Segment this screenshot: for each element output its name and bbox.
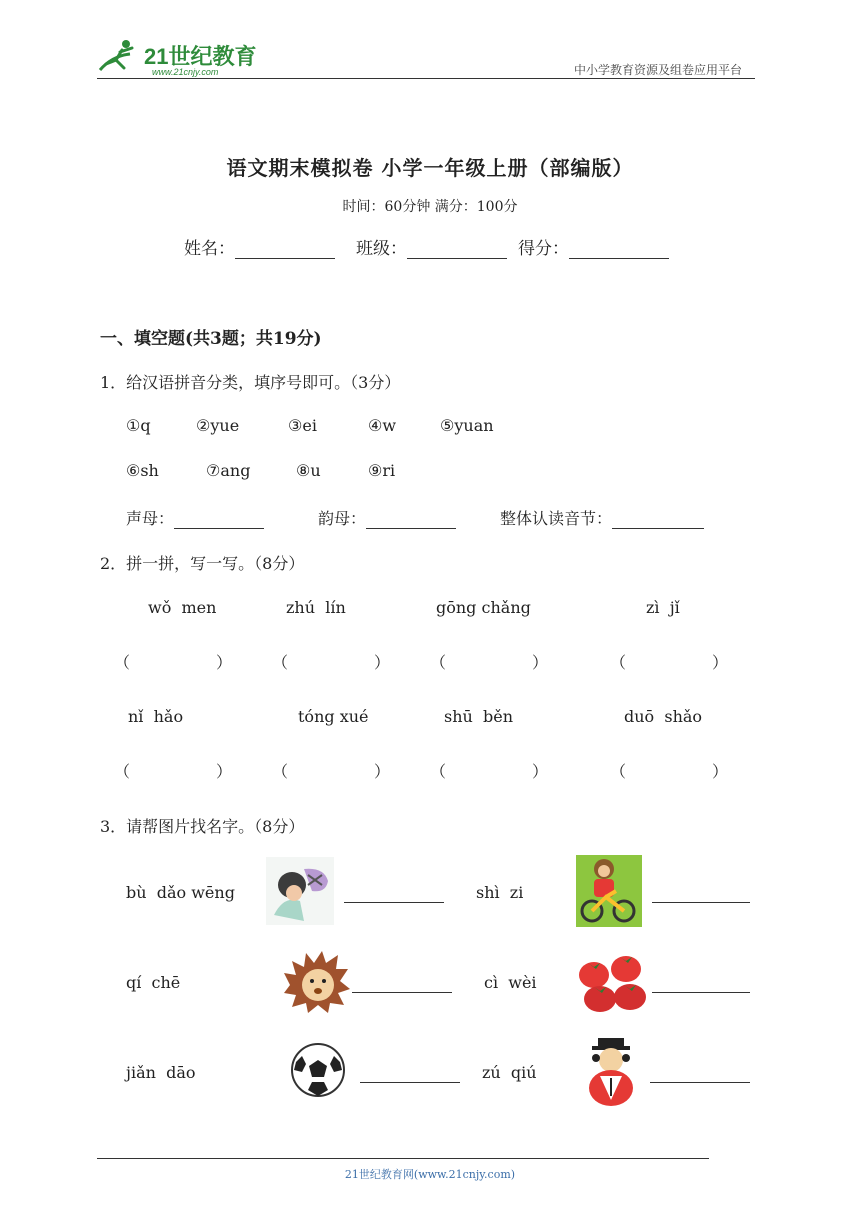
answer-blank: [352, 974, 452, 993]
scissors-haircut-picture: [264, 855, 336, 927]
pinyin-word: nǐ hǎo: [128, 707, 184, 726]
answer-blank: [612, 510, 704, 529]
pinyin-word: jiǎn dāo: [126, 1063, 196, 1082]
answer-parens: （ ）: [272, 762, 391, 781]
name-field: [184, 234, 335, 259]
page-title: 语文期末模拟卷 小学一年级上册（部编版）: [226, 156, 634, 180]
name-label: 姓名：: [184, 239, 235, 259]
score-label: 得分：: [518, 239, 569, 259]
logo-url: www.21cnjy.com: [152, 67, 219, 77]
initials-label: 声母：: [126, 509, 175, 528]
answer-blank: [652, 974, 750, 993]
pinyin-word: tóng xué: [298, 707, 369, 726]
pinyin-word: zì jǐ: [646, 598, 680, 617]
answer-blank: [652, 884, 750, 903]
pinyin-word: shì zi: [476, 883, 524, 902]
answer-parens: （ ）: [272, 653, 391, 672]
option-item: ②yue: [196, 416, 240, 435]
option-item: ⑤yuan: [440, 416, 494, 435]
footer-divider: [97, 1158, 709, 1159]
option-item: ④w: [368, 416, 397, 435]
question-1-title: 1．给汉语拼音分类，填序号即可。（3分）: [100, 373, 401, 392]
whole-syllable-label: 整体认读音节：: [500, 509, 613, 528]
soccer-ball-picture: [282, 1036, 354, 1108]
answer-parens: （ ）: [430, 762, 549, 781]
pinyin-word: zú qiú: [482, 1063, 537, 1082]
class-label: 班级：: [356, 239, 407, 259]
score-blank: [569, 240, 669, 259]
answer-parens: （ ）: [610, 653, 729, 672]
header-divider: [97, 78, 755, 79]
pinyin-word: gōng chǎng: [436, 598, 531, 617]
persimmons-picture: [574, 945, 646, 1017]
section-heading: 一、填空题(共3题；共19分): [100, 329, 322, 349]
score-field: [518, 234, 669, 259]
footer-link[interactable]: 21世纪教育网(www.21cnjy.com): [344, 1168, 516, 1181]
class-blank: [407, 240, 507, 259]
option-item: ⑧u: [296, 461, 321, 480]
tumbler-toy-picture: [578, 1034, 650, 1106]
pinyin-word: wǒ men: [148, 598, 217, 617]
pinyin-word: cì wèi: [484, 973, 537, 992]
answer-blank: [650, 1064, 750, 1083]
pinyin-word: shū běn: [444, 707, 514, 726]
option-item: ⑥sh: [126, 461, 159, 480]
finals-field: [318, 506, 456, 529]
hedgehog-picture: [280, 945, 352, 1017]
monkey-bicycle-picture: [576, 855, 648, 927]
logo-text: 21世纪教育: [144, 44, 257, 69]
exam-time-score: 时间：60分钟 满分：100分: [342, 199, 518, 215]
question-3-title: 3．请帮图片找名字。（8分）: [100, 817, 305, 836]
option-item: ⑨ri: [368, 461, 396, 480]
answer-parens: （ ）: [610, 762, 729, 781]
answer-blank: [344, 884, 444, 903]
question-2-title: 2．拼一拼，写一写。（8分）: [100, 554, 305, 573]
whole-syllable-field: [500, 506, 704, 529]
option-item: ⑦ang: [206, 461, 251, 480]
pinyin-word: duō shǎo: [624, 707, 703, 726]
answer-parens: （ ）: [114, 653, 233, 672]
initials-field: [126, 506, 264, 529]
answer-parens: （ ）: [430, 653, 549, 672]
site-logo: [92, 36, 262, 78]
class-field: [356, 234, 507, 259]
answer-blank: [360, 1064, 460, 1083]
header-platform-text: 中小学教育资源及组卷应用平台: [574, 63, 743, 77]
pinyin-word: bù dǎo wēng: [126, 883, 235, 902]
name-blank: [235, 240, 335, 259]
answer-blank: [366, 510, 456, 529]
pinyin-word: qí chē: [126, 973, 181, 992]
answer-parens: （ ）: [114, 762, 233, 781]
option-item: ③ei: [288, 416, 317, 435]
answer-blank: [174, 510, 264, 529]
finals-label: 韵母：: [318, 509, 367, 528]
option-item: ①q: [126, 416, 151, 435]
pinyin-word: zhú lín: [286, 598, 346, 617]
